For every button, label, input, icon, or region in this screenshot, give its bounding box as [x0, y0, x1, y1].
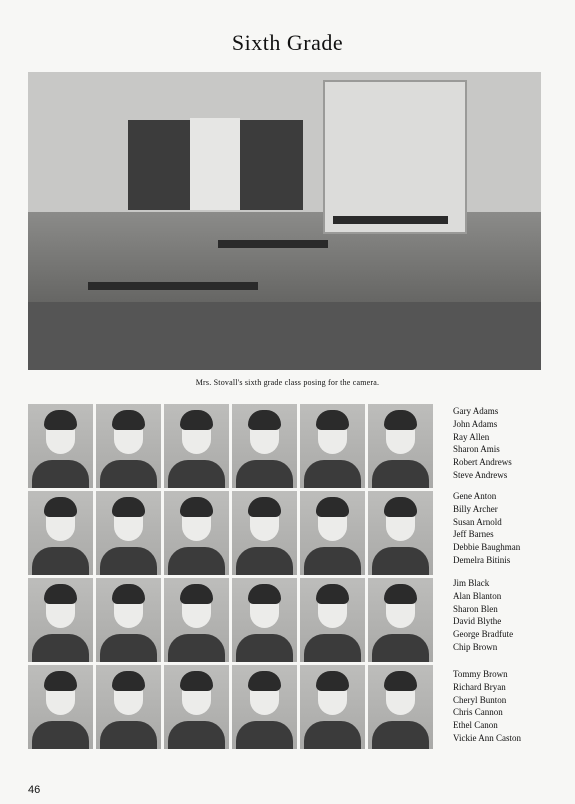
student-name: Susan Arnold — [453, 516, 502, 527]
name-list-row-4 — [453, 668, 563, 745]
student-portrait — [164, 665, 229, 749]
student-name: Ray Allen — [453, 431, 490, 442]
student-portrait — [96, 404, 161, 488]
student-portrait — [28, 578, 93, 662]
name-list-row-2 — [453, 490, 563, 567]
student-name: Steve Andrews — [453, 469, 508, 480]
student-name: Chip Brown — [453, 641, 498, 652]
student-name: Richard Bryan — [453, 681, 506, 692]
student-portrait — [232, 404, 297, 488]
student-name: Jeff Barnes — [453, 529, 494, 540]
student-name: Cheryl Bunton — [453, 694, 507, 705]
student-name: John Adams — [453, 418, 498, 429]
student-name: Ethel Canon — [453, 720, 498, 731]
student-name: Jim Black — [453, 578, 490, 588]
student-name: Robert Andrews — [453, 457, 512, 468]
student-portrait — [164, 404, 229, 488]
student-name: Alan Blanton — [453, 590, 502, 601]
student-portrait — [368, 404, 433, 488]
student-name: Gary Adams — [453, 406, 499, 416]
student-portrait — [368, 578, 433, 662]
student-portrait — [164, 491, 229, 575]
student-portrait — [232, 491, 297, 575]
student-portrait — [368, 665, 433, 749]
student-name: Debbie Baughman — [453, 542, 521, 553]
student-portrait — [96, 578, 161, 662]
class-group-photo — [28, 72, 541, 370]
student-name: Sharon Blen — [453, 603, 498, 614]
student-name: Sharon Amis — [453, 444, 500, 455]
student-name: Demelra Bitinis — [453, 554, 511, 565]
student-portrait — [96, 491, 161, 575]
student-portrait — [300, 404, 365, 488]
student-portrait — [28, 665, 93, 749]
student-portrait — [232, 665, 297, 749]
student-name: Chris Cannon — [453, 707, 503, 718]
student-portrait — [232, 578, 297, 662]
student-name: Gene Anton — [453, 491, 497, 501]
page-title: Sixth Grade — [231, 30, 344, 55]
name-list-row-3 — [453, 577, 563, 654]
student-portrait — [368, 491, 433, 575]
student-portrait — [300, 578, 365, 662]
student-portrait — [28, 404, 93, 488]
name-list-row-1 — [453, 405, 563, 482]
student-name: Tommy Brown — [453, 669, 508, 679]
page-number: 46 — [28, 784, 41, 796]
student-portrait — [96, 665, 161, 749]
student-name: Billy Archer — [453, 503, 498, 514]
student-portrait — [28, 491, 93, 575]
student-name: David Blythe — [453, 616, 502, 627]
student-name: Vickie Ann Caston — [453, 732, 521, 743]
student-name: George Bradfute — [453, 629, 514, 640]
student-portrait — [164, 578, 229, 662]
student-portrait — [300, 665, 365, 749]
student-portrait — [300, 491, 365, 575]
photo-caption: Mrs. Stovall's sixth grade class posing for the camera. — [195, 378, 380, 387]
